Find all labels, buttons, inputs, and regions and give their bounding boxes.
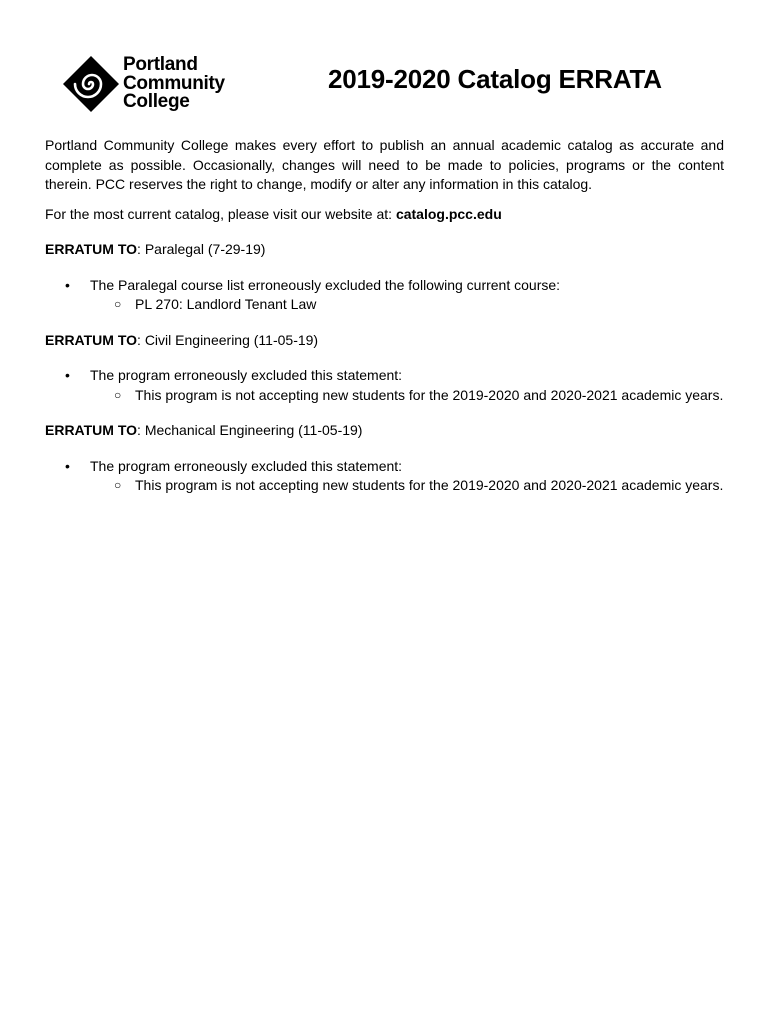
- erratum-bullet-text: The program erroneously excluded this statement:: [90, 367, 403, 383]
- bullet-icon: •: [65, 276, 70, 293]
- hollow-bullet-icon: ○: [114, 387, 122, 402]
- erratum-bullet: [45, 457, 724, 477]
- erratum-subject: : Mechanical Engineering (11-05-19): [137, 422, 363, 438]
- erratum-bullet-text: The Paralegal course list erroneously excluded the following current course:: [90, 276, 561, 293]
- erratum-sub-bullet: [45, 476, 724, 496]
- logo-line-portland: Portland: [123, 54, 198, 76]
- erratum-label: ERRATUM TO: [45, 331, 138, 348]
- erratum-bullet: [45, 366, 724, 386]
- website-line: [45, 205, 724, 225]
- logo-wordmark: [123, 56, 225, 112]
- bullet-icon: •: [65, 457, 70, 474]
- pcc-spiral-logo-icon: [62, 55, 120, 113]
- document-body: [45, 136, 724, 496]
- erratum-sub-text: PL 270: Landlord Tenant Law: [135, 296, 317, 312]
- erratum-section: [45, 331, 724, 406]
- erratum-section: [45, 421, 724, 496]
- website-link[interactable]: catalog.pcc.edu: [395, 205, 502, 222]
- website-prefix: For the most current catalog, please visit our website at:: [45, 205, 396, 222]
- erratum-bullet-text: The program erroneously excluded this statement:: [90, 457, 403, 474]
- erratum-heading: [45, 421, 724, 441]
- erratum-label: ERRATUM TO: [45, 422, 138, 438]
- erratum-bullet: [45, 276, 724, 296]
- erratum-section: [45, 240, 724, 315]
- bullet-icon: •: [65, 367, 70, 383]
- erratum-heading: [45, 240, 724, 260]
- erratum-sub-text: This program is not accepting new students for the 2019-2020 and 2020-2021 academic years.: [135, 386, 724, 403]
- page-title: 2019-2020 Catalog ERRATA: [328, 64, 662, 94]
- erratum-sub-text: This program is not accepting new students for the 2019-2020 and 2020-2021 academic years.: [135, 477, 724, 493]
- logo-line-community: Community: [123, 72, 225, 94]
- erratum-sub-bullet: [45, 295, 724, 315]
- erratum-subject: : Paralegal (7-29-19): [137, 241, 266, 257]
- erratum-subject: : Civil Engineering (11-05-19): [137, 331, 319, 348]
- logo-line-college: College: [123, 91, 190, 113]
- pcc-logo: [62, 54, 252, 114]
- intro-paragraph: Portland Community College makes every effort to publish an annual academic catalog as accurate and complete as possible. Occasionally, changes will need to be made to policies, programs or the content therein. PCC reserves the right to change, modify or alter any information in this catalog.: [45, 137, 724, 192]
- erratum-sub-bullet: [45, 386, 724, 406]
- hollow-bullet-icon: ○: [114, 478, 122, 492]
- hollow-bullet-icon: ○: [114, 297, 122, 311]
- erratum-label: ERRATUM TO: [45, 241, 138, 257]
- erratum-heading: [45, 331, 724, 351]
